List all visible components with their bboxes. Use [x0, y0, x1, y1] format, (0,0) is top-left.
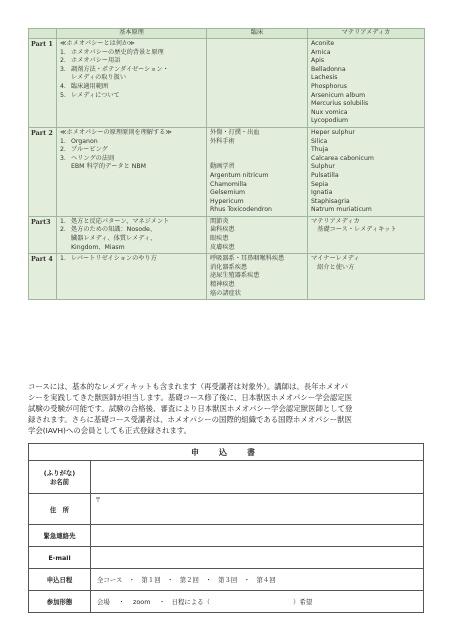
course-description	[28, 381, 428, 436]
emergency-label: 緊急連絡先	[29, 525, 91, 547]
item-text: ブルービング	[71, 146, 108, 154]
clinical-item	[210, 146, 304, 155]
clinical-cell	[207, 39, 308, 128]
item-number: 1.	[60, 137, 66, 145]
basic-cell	[57, 127, 207, 216]
clinical-item: 関節炎	[210, 217, 229, 225]
basic-item	[60, 49, 203, 58]
date-options[interactable]: 全コース ・ 第１回 ・ 第２回 ・ 第３回 ・ 第４回	[91, 569, 424, 591]
curriculum-row	[29, 254, 425, 300]
clinical-item: 皮膚疾患	[210, 243, 235, 251]
clinical-item: 呼吸器系・耳鼻咽喉科疾患	[210, 255, 285, 263]
header-materia: マテリアメディカ	[308, 29, 425, 39]
description-line: コースには、基本的なレメディキットも含まれます（再受講者は対象外）。講師は、長年ホメオパ	[28, 382, 349, 391]
basic-item	[60, 92, 203, 101]
curriculum-row	[29, 127, 425, 216]
curriculum-header-row	[29, 29, 425, 39]
materia-item: Arsenicum album	[311, 91, 366, 99]
item-number: 2.	[60, 57, 66, 65]
item-text: 処方のための知識：Nosode、	[71, 226, 157, 234]
part-label: Part 2	[29, 127, 57, 216]
item-text: ≪ホメオパシーの原理原則を理解する≫	[60, 128, 172, 136]
emergency-field[interactable]	[91, 525, 424, 547]
item-text: レパートリゼイションのやり方	[71, 255, 157, 263]
description-line: 試験の受験が可能です。試験の合格後、審査により日本獣医ホメオパシー学会認定獣医師として登	[28, 404, 353, 413]
curriculum-body	[29, 39, 425, 300]
curriculum-row	[29, 39, 425, 128]
materia-item: Sulphur	[311, 163, 335, 171]
basic-item	[60, 129, 203, 138]
item-text: EBM 科学的データと NBM	[71, 163, 146, 171]
clinical-item: Hypericum	[210, 197, 244, 205]
email-field[interactable]	[91, 547, 424, 569]
materia-item: Calcarea cabonicum	[311, 154, 374, 162]
item-text: ヘリングの法則	[71, 154, 115, 162]
materia-item: Nux vomica	[311, 108, 348, 116]
clinical-item: 消化器系疾患	[210, 263, 248, 271]
format-label: 参加形態	[29, 591, 91, 613]
basic-item	[60, 146, 203, 155]
header-blank	[29, 29, 57, 39]
materia-cell	[308, 216, 425, 253]
clinical-item: 動画学習	[210, 163, 235, 171]
materia-item: Lycopodium	[311, 117, 349, 125]
email-label: E-mail	[29, 547, 91, 569]
item-number: 2.	[60, 226, 66, 234]
clinical-item: Argentum nitricum	[210, 171, 269, 179]
materia-item: Thuja	[311, 146, 329, 154]
materia-item: Arnica	[311, 48, 331, 56]
item-text: 処方と反応パターン、マネジメント	[71, 217, 170, 225]
materia-cell	[308, 39, 425, 128]
materia-item: Natrum muriaticum	[311, 206, 372, 214]
format-options[interactable]: 会場 ・ zoom ・ 日程による（ ）希望	[91, 591, 424, 613]
item-text: レメディについて	[71, 91, 120, 99]
clinical-cell	[207, 216, 308, 253]
item-text: Kingdom、Miasm	[71, 243, 125, 251]
basic-item	[60, 235, 203, 244]
postal-mark: 〒	[95, 497, 102, 504]
basic-cell	[57, 254, 207, 300]
part-label: Part 1	[29, 39, 57, 128]
clinical-item: 癌の諸症状	[210, 289, 241, 297]
item-text: レメディの取り扱い	[71, 74, 127, 82]
item-text: ホメオパシー用語	[71, 57, 121, 65]
header-basic: 基本原理	[57, 29, 207, 39]
basic-item	[60, 57, 203, 66]
basic-item	[60, 138, 203, 147]
basic-item	[60, 244, 203, 253]
clinical-cell	[207, 127, 308, 216]
item-text: 臨床適用範囲	[71, 82, 109, 90]
clinical-item: Rhus Toxicodendron	[210, 206, 272, 214]
materia-item: マテリアメディカ	[311, 217, 360, 225]
materia-item: Staphisagria	[311, 197, 350, 205]
item-number: 4.	[60, 82, 66, 90]
materia-item: マイナーレメディ	[311, 255, 360, 263]
item-text: ホメオパシーの歴史的背景と原理	[71, 48, 164, 56]
basic-item	[60, 163, 203, 172]
materia-item: Sepia	[311, 180, 329, 188]
materia-item: Apis	[311, 57, 325, 65]
clinical-item: Chamomilla	[210, 180, 247, 188]
description-line: シーを実践してきた獣医師が担当します。基礎コース修了後に、日本獣医ホメオパシー学会認定医	[28, 393, 353, 402]
item-number: 1.	[60, 48, 66, 56]
clinical-item: Gelsemium	[210, 189, 246, 197]
form-title: 申 込 書	[29, 444, 424, 461]
part-label: Part3	[29, 216, 57, 253]
basic-item	[60, 74, 203, 83]
item-text: ≪ホメオパシーとは何か≫	[60, 40, 135, 47]
header-clinical: 臨床	[207, 29, 308, 39]
date-label: 申込日程	[29, 569, 91, 591]
materia-item: 紹介と使い方	[311, 263, 355, 271]
basic-item	[60, 40, 203, 49]
item-number: 1.	[60, 255, 66, 263]
materia-item: Silica	[311, 137, 328, 145]
curriculum-row	[29, 216, 425, 253]
clinical-item: 外科手術	[210, 137, 235, 145]
basic-item	[60, 226, 203, 235]
basic-cell	[57, 39, 207, 128]
materia-item: Mercurius solubilis	[311, 100, 369, 108]
clinical-item: 精神疾患	[210, 281, 235, 289]
basic-item	[60, 83, 203, 92]
item-text: 調剤方法・ポテンダイゼーション・	[71, 65, 169, 73]
name-label-cell	[29, 461, 91, 494]
name-field[interactable]	[91, 461, 424, 494]
materia-item: Heper sulphur	[311, 128, 355, 136]
item-number: 5.	[60, 91, 66, 99]
item-number: 1.	[60, 217, 66, 225]
item-text: 臓器レメディ、体質レメディ、	[71, 235, 157, 243]
basic-item	[60, 255, 203, 264]
name-label: お名前	[49, 478, 70, 486]
description-line: 学会(IAVH)への会員としても正式登録されます。	[28, 426, 191, 435]
clinical-item: 泌尿生殖器系疾患	[210, 272, 260, 280]
clinical-item: 眼疾患	[210, 235, 229, 243]
part-label: Part 4	[29, 254, 57, 300]
item-number: 3.	[60, 65, 66, 73]
materia-item: Lachesis	[311, 74, 338, 82]
item-text: Organon	[71, 137, 98, 145]
clinical-cell	[207, 254, 308, 300]
materia-item: Belladonna	[311, 65, 346, 73]
furigana-label: (ふりがな)	[43, 469, 76, 477]
application-form	[28, 443, 424, 613]
description-line: 録されます。さらに基礎コース受講者は、ホメオパシーの国際的組織である国際ホメオパシー獣医	[28, 415, 352, 424]
item-number: 3.	[60, 154, 66, 162]
materia-item: Phosphorus	[311, 82, 347, 90]
basic-cell	[57, 216, 207, 253]
clinical-item: 外傷・打撲・出血	[210, 128, 260, 136]
item-number: 2.	[60, 146, 66, 154]
materia-cell	[308, 127, 425, 216]
materia-cell	[308, 254, 425, 300]
materia-item: Ignatia	[311, 189, 333, 197]
curriculum-table	[28, 28, 425, 300]
materia-item: Aconite	[311, 40, 335, 47]
materia-item: 基礎コース・レメディキット	[311, 226, 397, 234]
clinical-item: 歯科疾患	[210, 226, 235, 234]
materia-item: Pulsatilla	[311, 171, 339, 179]
address-field[interactable]	[91, 494, 424, 525]
address-label: 住 所	[29, 494, 91, 525]
